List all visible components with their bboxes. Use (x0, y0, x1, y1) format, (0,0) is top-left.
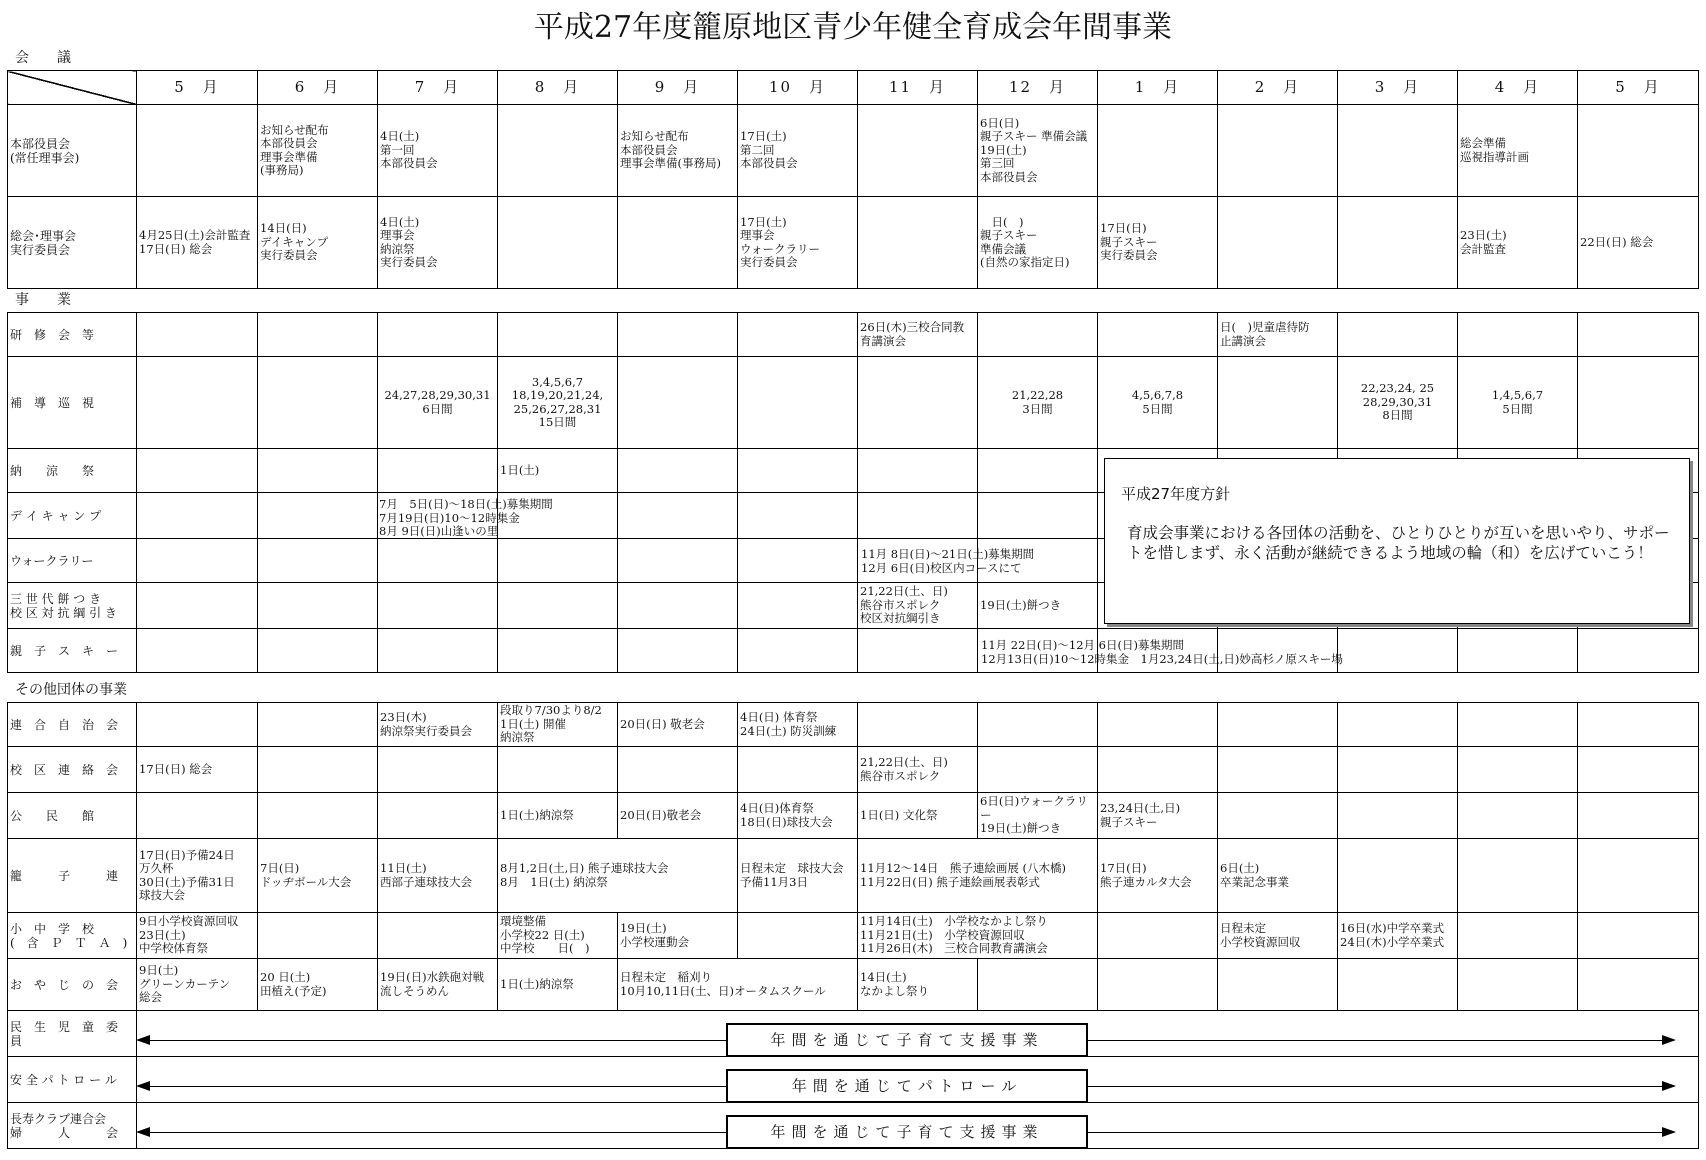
table-row (8, 793, 1699, 839)
table-row (8, 839, 1699, 913)
table-cell (137, 583, 258, 629)
table-cell (378, 449, 498, 493)
table-cell: 23,24日(土,日) 親子スキー (1098, 793, 1218, 839)
table-cell: 16日(水)中学卒業式 24日(木)小学卒業式 (1338, 913, 1458, 959)
table-cell (618, 747, 738, 793)
table-cell: 11日(土) 西部子連球技大会 (378, 839, 498, 913)
table-cell: 9日小学校資源回収 23日(土) 中学校体育祭 (137, 913, 258, 959)
policy-box (1104, 458, 1690, 624)
daycamp-schedule: 7月 5日(日)～18日(土)募集期間 7月19日(日)10～12時集金 8月 9日(日)山逢いの里 (379, 497, 553, 538)
table-cell: 4月25日(土)会計監査 17日(日) 総会 (137, 197, 258, 289)
table-cell: 日程未定 小学校資源回収 (1218, 913, 1338, 959)
table-cell (137, 105, 258, 197)
table-row (8, 313, 1699, 357)
table-cell: 17日(日) 熊子連カルタ大会 (1098, 839, 1218, 913)
table-cell (618, 539, 738, 583)
table-cell (1458, 313, 1578, 357)
table-cell (1218, 105, 1338, 197)
row-label: 長寿クラブ連合会 婦 人 会 (8, 1103, 137, 1149)
table-cell (378, 793, 498, 839)
month-header: 11 月 (858, 71, 978, 105)
table-cell (1338, 793, 1458, 839)
table-cell (378, 583, 498, 629)
table-cell: 4,5,6,7,8 5日間 (1098, 357, 1218, 449)
table-cell (738, 449, 858, 493)
table-row (8, 71, 1699, 105)
row-label: 親 子 ス キ ー (8, 629, 137, 673)
table-cell (1218, 197, 1338, 289)
table-row (8, 357, 1699, 449)
timeline-label: 年間を通じてパトロール (726, 1069, 1088, 1103)
table-cell (1458, 703, 1578, 747)
table-cell (378, 913, 498, 959)
table-cell: 14日(日) デイキャンプ 実行委員会 (258, 197, 378, 289)
table-cell (137, 357, 258, 449)
policy-heading: 平成27年度方針 (1121, 485, 1231, 503)
table-cell (378, 313, 498, 357)
month-header: 5 月 (137, 71, 258, 105)
timeline-label: 年間を通じて子育て支援事業 (726, 1115, 1088, 1149)
table-cell: 21,22,28 3日間 (978, 357, 1098, 449)
table-cell (1218, 747, 1338, 793)
table-cell (498, 105, 618, 197)
table-cell (978, 449, 1098, 493)
table-cell (738, 357, 858, 449)
table-cell (1578, 357, 1699, 449)
row-label: 公 民 館 (8, 793, 137, 839)
table-cell (858, 629, 978, 673)
table-cell (738, 583, 858, 629)
table-row (8, 105, 1699, 197)
table-cell (258, 493, 378, 539)
table-cell (738, 913, 858, 959)
table-cell (618, 313, 738, 357)
table-cell (1578, 629, 1699, 673)
table-cell (1458, 793, 1578, 839)
table-cell: 1日(土)納涼祭 (498, 959, 618, 1011)
table-cell (378, 747, 498, 793)
table-cell (738, 629, 858, 673)
table-cell: 日( )児童虐待防 止講演会 (1218, 313, 1338, 357)
month-header: 10 月 (738, 71, 858, 105)
row-label: 三 世 代 餅 つ き 校 区 対 抗 綱 引 き (8, 583, 137, 629)
table-cell: 20日(日) 敬老会 (618, 703, 738, 747)
month-header: 8 月 (498, 71, 618, 105)
table-cell (1098, 703, 1218, 747)
row-label: 校 区 連 絡 会 (8, 747, 137, 793)
table-cell: 14日(土) なかよし祭り (858, 959, 978, 1011)
table-cell: 1日(日) 文化祭 (858, 793, 978, 839)
table-cell (1578, 747, 1699, 793)
table-cell: 24,27,28,29,30,31 6日間 (378, 357, 498, 449)
table-cell (498, 313, 618, 357)
table-cell: 26日(木)三校合同教 育講演会 (858, 313, 978, 357)
row-label: 籠 子 連 (8, 839, 137, 913)
table-cell: 日程未定 球技大会 予備11月3日 (738, 839, 858, 913)
ski-schedule: 11月 22日(日)～12月 6日(日)募集期間 12月13日(日)10～12時集金 1月23,24日(土,日)妙高杉ノ原スキー場 (981, 638, 1343, 666)
table-cell (978, 747, 1098, 793)
policy-body: 育成会事業における各団体の活動を、ひとりひとりが互いを思いやり、サポートを惜しまず、永く活動が継続できるよう地域の輪（和）を広げていこう！ (1127, 524, 1670, 562)
table-cell (1578, 959, 1699, 1011)
table-cell (858, 105, 978, 197)
table-cell (1578, 839, 1699, 913)
table-cell (978, 493, 1098, 539)
table-cell: 1日(土) (498, 449, 618, 493)
table-cell (978, 959, 1098, 1011)
table-cell (1458, 629, 1578, 673)
month-header: 6 月 (258, 71, 378, 105)
table-cell (137, 539, 258, 583)
table-cell (738, 313, 858, 357)
table-cell: 19日(日)水鉄砲対戦 流しそうめん (378, 959, 498, 1011)
table-cell: 4日(日)体育祭 18日(日)球技大会 (738, 793, 858, 839)
row-label: 総会･理事会 実行委員会 (8, 197, 137, 289)
table-cell (1578, 913, 1699, 959)
table-cell (258, 793, 378, 839)
table-cell (858, 357, 978, 449)
table-cell: 23日(木) 納涼祭実行委員会 (378, 703, 498, 747)
table-cell (618, 357, 738, 449)
table-cell (258, 913, 378, 959)
table-cell (858, 197, 978, 289)
table-cell (1458, 959, 1578, 1011)
table-cell (258, 747, 378, 793)
table-cell (258, 629, 378, 673)
table-cell: 21,22日(土、日) 熊谷市スポレク (858, 747, 978, 793)
section-label-kaigi: 会 議 (15, 50, 71, 66)
table-cell: 23日(土) 会計監査 (1458, 197, 1578, 289)
table-cell (498, 629, 618, 673)
month-header: 12 月 (978, 71, 1098, 105)
row-label: 安 全 パ ト ロ ー ル (8, 1057, 137, 1103)
table-cell (258, 703, 378, 747)
month-header: 4 月 (1458, 71, 1578, 105)
table-cell (258, 539, 378, 583)
table-cell: 4日(土) 第一回 本部役員会 (378, 105, 498, 197)
table-cell: お知らせ配布 本部役員会 理事会準備 (事務局) (258, 105, 378, 197)
table-row (8, 913, 1699, 959)
month-header: 1 月 (1098, 71, 1218, 105)
section-label-jigyo: 事 業 (15, 292, 71, 308)
table-cell (498, 197, 618, 289)
table-cell (1338, 313, 1458, 357)
table-cell: 6日(日)ウォークラリー 19日(土)餅つき (978, 793, 1098, 839)
table-row (8, 747, 1699, 793)
row-label: 本部役員会 (常任理事会) (8, 105, 137, 197)
table-cell: 11月14日(土) 小学校なかよし祭り 11月21日(土) 小学校資源回収 11月26日(木) 三校合同教育講演会 (858, 913, 1098, 959)
table-cell: 4日(土) 理事会 納涼祭 実行委員会 (378, 197, 498, 289)
table-cell (1098, 105, 1218, 197)
table-cell: 11月12～14日 熊子連絵画展 (八木橋) 11月22日(日) 熊子連絵画展表彰式 (858, 839, 1098, 913)
table-cell (618, 493, 738, 539)
table-cell: お知らせ配布 本部役員会 理事会準備(事務局) (618, 105, 738, 197)
table-cell: 22日(日) 総会 (1578, 197, 1699, 289)
table-cell (1218, 357, 1338, 449)
table-cell (1458, 747, 1578, 793)
table-cell (137, 449, 258, 493)
table-cell (498, 539, 618, 583)
table-cell (858, 449, 978, 493)
table-cell (1578, 703, 1699, 747)
month-header: 5 月 (1578, 71, 1699, 105)
table-cell: 20日(日)敬老会 (618, 793, 738, 839)
table-cell: 17日(日)予備24日 万久杯 30日(土)予備31日 球技大会 (137, 839, 258, 913)
page-title: 平成27年度籠原地区青少年健全育成会年間事業 (533, 10, 1173, 45)
table-cell (137, 793, 258, 839)
table-cell: 8月1,2日(土,日) 熊子連球技大会 8月 1日(土) 納涼祭 (498, 839, 738, 913)
table-cell: 19日(土) 小学校運動会 (618, 913, 738, 959)
table-cell: 17日(土) 第二回 本部役員会 (738, 105, 858, 197)
table-cell (978, 313, 1098, 357)
section-label-other: その他団体の事業 (15, 682, 127, 698)
table-cell: 日( ) 親子スキー 準備会議 (自然の家指定日) (978, 197, 1098, 289)
table-cell: 21,22日(土、日) 熊谷市スポレク 校区対抗綱引き (858, 583, 978, 629)
table-cell: 3,4,5,6,7 18,19,20,21,24, 25,26,27,28,31 15日間 (498, 357, 618, 449)
row-label: 小 中 学 校 ( 含 Ｐ Ｔ Ａ ) (8, 913, 137, 959)
row-label: お や じ の 会 (8, 959, 137, 1011)
table-cell (618, 583, 738, 629)
table-cell: 段取り7/30より8/2 1日(土) 開催 納涼祭 (498, 703, 618, 747)
table-cell (378, 539, 498, 583)
table-cell: 6日(土) 卒業記念事業 (1218, 839, 1338, 913)
row-label: 民 生 児 童 委 員 (8, 1011, 137, 1057)
table-cell (137, 313, 258, 357)
walkrally-schedule: 11月 8日(日)～21日(土)募集期間 12月 6日(日)校区内コースにて (861, 547, 1035, 575)
table-cell: 22,23,24, 25 28,29,30,31 8日間 (1338, 357, 1458, 449)
table-cell (1098, 313, 1218, 357)
month-header: 3 月 (1338, 71, 1458, 105)
table-cell: 4日(日) 体育祭 24日(土) 防災訓練 (738, 703, 858, 747)
table-cell: 1日(土)納涼祭 (498, 793, 618, 839)
table-cell (618, 449, 738, 493)
table-cell (738, 493, 858, 539)
table-cell (858, 703, 978, 747)
table-cell: 環境整備 小学校22 日(土) 中学校 日( ) (498, 913, 618, 959)
row-label: 研 修 会 等 (8, 313, 137, 357)
table-cell (498, 583, 618, 629)
row-label: ウォークラリー (8, 539, 137, 583)
table-cell: 1,4,5,6,7 5日間 (1458, 357, 1578, 449)
row-label: デ イ キ ャ ン プ (8, 493, 137, 539)
table-cell (378, 629, 498, 673)
table-cell (1458, 913, 1578, 959)
table-cell (1338, 629, 1458, 673)
table-cell (978, 703, 1098, 747)
table-cell (498, 747, 618, 793)
table-cell (1578, 793, 1699, 839)
timeline-label: 年間を通じて子育て支援事業 (726, 1023, 1088, 1057)
table-cell (1338, 197, 1458, 289)
table-cell (258, 357, 378, 449)
table-cell (1338, 703, 1458, 747)
table-row (8, 629, 1699, 673)
table-row (8, 959, 1699, 1011)
table-cell (1338, 105, 1458, 197)
month-header: 2 月 (1218, 71, 1338, 105)
table-cell (258, 449, 378, 493)
table-cell: 19日(土)餅つき (978, 583, 1098, 629)
table-cell (1338, 747, 1458, 793)
table-cell (258, 313, 378, 357)
meeting-table (7, 70, 1699, 289)
table-cell (1218, 703, 1338, 747)
table-cell (1098, 959, 1218, 1011)
month-header: 9 月 (618, 71, 738, 105)
table-cell (137, 629, 258, 673)
table-cell (1098, 747, 1218, 793)
table-cell (1098, 913, 1218, 959)
table-row (8, 197, 1699, 289)
table-cell: 6日(日) 親子スキー 準備会議 19日(土) 第三回 本部役員会 (978, 105, 1098, 197)
table-cell (1218, 793, 1338, 839)
month-header: 7 月 (378, 71, 498, 105)
table-cell: 9日(土) グリーンカーテン 総会 (137, 959, 258, 1011)
table-cell (137, 493, 258, 539)
table-cell (1578, 313, 1699, 357)
row-label: 補 導 巡 視 (8, 357, 137, 449)
row-label: 連 合 自 治 会 (8, 703, 137, 747)
table-cell (738, 747, 858, 793)
table-cell: 17日(日) 総会 (137, 747, 258, 793)
table-cell: 総会準備 巡視指導計画 (1458, 105, 1578, 197)
table-cell (1578, 105, 1699, 197)
table-cell (1218, 959, 1338, 1011)
table-cell (618, 197, 738, 289)
table-cell: 7日(日) ドッヂボール大会 (258, 839, 378, 913)
table-cell: 日程未定 稲刈り 10月10,11日(土、日)オータムスクール (618, 959, 858, 1011)
table-cell (137, 703, 258, 747)
table-cell (1458, 839, 1578, 913)
table-cell (618, 629, 738, 673)
corner-cell (8, 71, 137, 105)
table-cell (258, 583, 378, 629)
table-cell (738, 539, 858, 583)
table-cell (1338, 839, 1458, 913)
table-cell (1338, 959, 1458, 1011)
table-cell (858, 493, 978, 539)
table-cell: 17日(日) 親子スキー 実行委員会 (1098, 197, 1218, 289)
table-cell: 17日(土) 理事会 ウォークラリー 実行委員会 (738, 197, 858, 289)
table-row (8, 703, 1699, 747)
row-label: 納 涼 祭 (8, 449, 137, 493)
table-cell: 20 日(土) 田植え(予定) (258, 959, 378, 1011)
